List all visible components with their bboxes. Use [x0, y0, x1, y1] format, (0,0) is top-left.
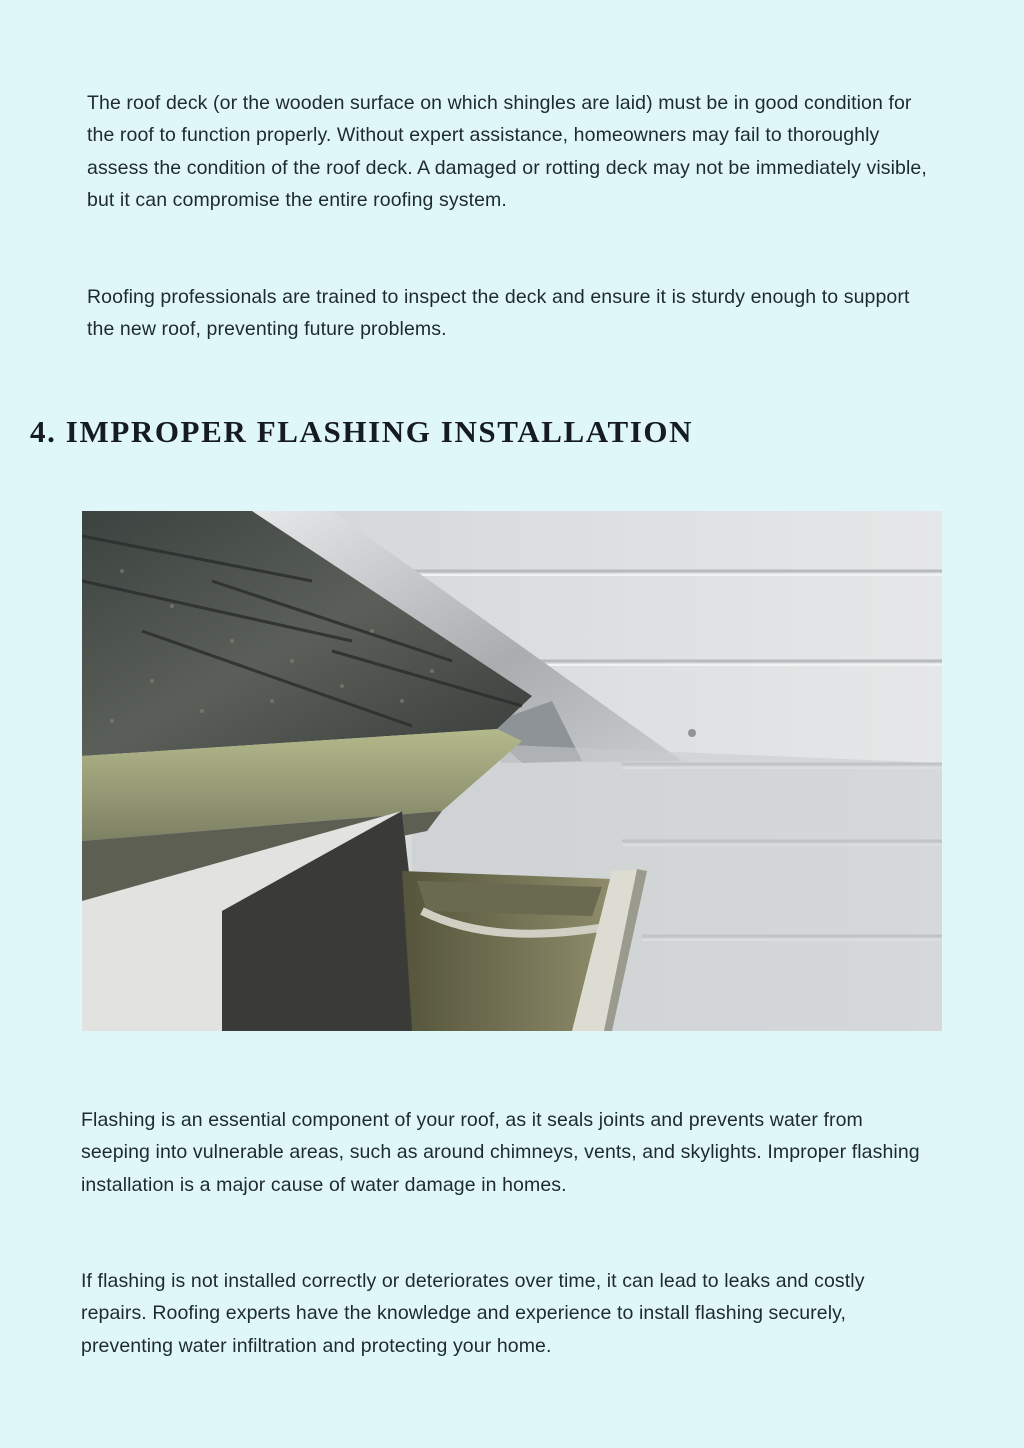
section-heading: 4. IMPROPER FLASHING INSTALLATION — [30, 414, 694, 449]
flashing-intro-paragraph: Flashing is an essential component of your roof, as it seals joints and prevents water from seeping into vulnerable areas, such as around chimneys, vents, and skylights. Improper flashing installation is a major cause of water damage in homes. — [81, 1109, 920, 1196]
roof-deck-inspection-paragraph: Roofing professionals are trained to inspect the deck and ensure it is sturdy enough to support the new roof, preventing future problems. — [87, 286, 910, 341]
flashing-risks-paragraph: If flashing is not installed correctly or deteriorates over time, it can lead to leaks and costly repairs. Roofing experts have the knowledge and experience to install flashing securely, preventing water infiltration and protecting your home. — [81, 1270, 865, 1357]
roof-flashing-photo — [82, 511, 942, 1031]
roof-deck-paragraph: The roof deck (or the wooden surface on which shingles are laid) must be in good condition for the roof to function properly. Without expert assistance, homeowners may fail to thoroughly assess the condition of the roof deck. A damaged or rotting deck may not be immediately visible, but it can compromise the entire roofing system. — [87, 92, 927, 211]
